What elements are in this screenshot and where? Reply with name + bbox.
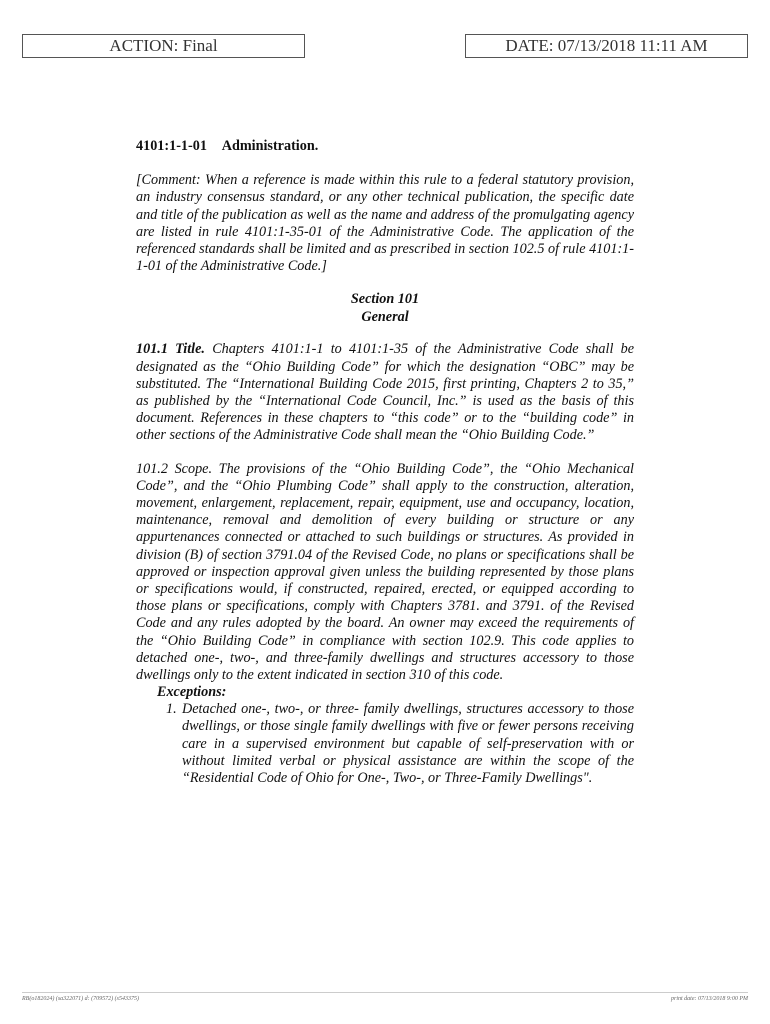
- rule-number: 4101:1-1-01: [136, 138, 207, 154]
- paragraph-text: The provisions of the “Ohio Building Code”, the “Ohio Mechanical Code”, and the “Ohio Plumbing Code” shall apply to the construction, alteration, movement, enlargement, replacement, repair, equipment, use and occupancy, location, maintenance, removal and demolition of every building or structure or any appurtenances connected or attached to such buildings or structures. As provided in division (B) of section 3791.04 of the Revised Code, no plans or specifications shall be approved or inspection approval given unless the building represented by those plans or specifications would, if constructed, repaired, erected, or equipped according to those plans or specifications, comply with Chapters 3781. and 3791. of the Revised Code and any rules adopted by the board. An owner may exceed the requirements of the “Ohio Building Code” in compliance with section 102.9. This code applies to detached one-, two-, and three-family dwellings and structures accessory to those dwellings only to the extent indicated in section 310 of this code.: [136, 460, 634, 684]
- exception-number: 1.: [166, 701, 177, 718]
- rule-heading: [136, 138, 634, 155]
- section-heading: [136, 290, 634, 326]
- paragraph-lead: 101.2 Scope.: [136, 460, 213, 477]
- exceptions-label: Exceptions:: [157, 684, 227, 701]
- section-name: General: [361, 309, 409, 326]
- footer-reference: RB(o182024) (sa322071) d: (709572) (s543375): [22, 996, 139, 1002]
- action-status-box: [22, 34, 305, 58]
- exception-item: [166, 701, 634, 787]
- exception-text: Detached one-, two-, or three- family dwellings, structures accessory to those dwellings, or those single family dwellings with five or fewer persons receiving care in a supervised environment but capable of self-preservation with or without limited verbal or physical assistance are within the scope of the “Residential Code of Ohio for One-, Two-, or Three-Family Dwellings".: [182, 701, 634, 787]
- page-footer: [22, 992, 748, 1002]
- rule-comment: [Comment: When a reference is made within this rule to a federal statutory provision, an industry consensus standard, or any other technical publication, the specific date and title of the publication as well as the name and address of the promulgating agency are listed in rule 4101:1-35-01 of the Administrative Code. The application of the referenced standards shall be limited and as prescribed in section 102.5 of rule 4101:1-1-01 of the Administrative Code.]: [136, 172, 634, 275]
- document-body: [136, 138, 634, 787]
- action-label: ACTION: Final: [109, 36, 218, 55]
- footer-print-date: print date: 07/13/2018 9:00 PM: [671, 996, 748, 1002]
- paragraph-text: Chapters 4101:1-1 to 4101:1-35 of the Administrative Code shall be designated as the “Ohio Building Code” for which the designation “OBC” may be substituted. The “International Building Code 2015, first printing, Chapters 2 to 35,” as published by the “International Code Council, Inc.” is used as the basis of this document. References in these chapters to “this code” or to the “building code” in other sections of the Administrative Code shall mean the “Ohio Building Code.”: [136, 341, 635, 444]
- paragraph-101-2: [136, 461, 634, 685]
- paragraph-lead: 101.1 Title.: [136, 341, 205, 358]
- section-number: Section 101: [350, 291, 420, 308]
- paragraph-101-1: [136, 341, 634, 444]
- rule-title: Administration.: [221, 138, 319, 154]
- date-label: DATE: 07/13/2018 11:11 AM: [505, 36, 708, 55]
- date-box: [465, 34, 748, 58]
